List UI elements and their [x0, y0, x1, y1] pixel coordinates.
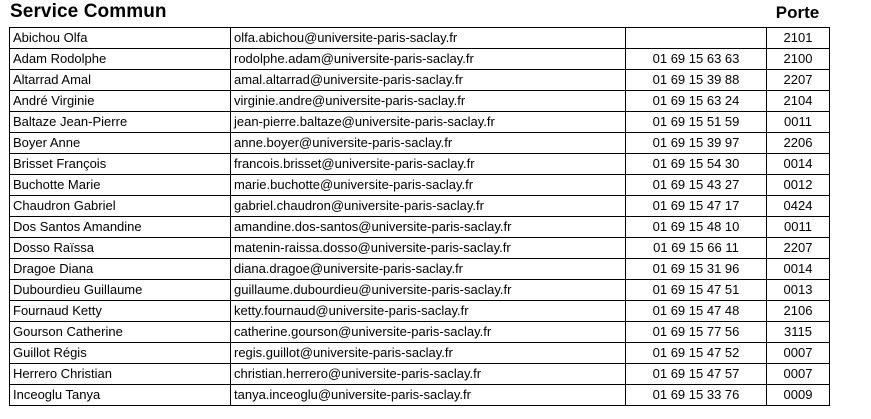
table-row — [10, 196, 830, 217]
phone-cell: 01 69 15 77 56 — [626, 322, 767, 343]
table-row — [10, 343, 830, 364]
porte-cell: 0013 — [767, 280, 830, 301]
email-cell[interactable]: marie.buchotte@universite-paris-saclay.fr — [231, 175, 626, 196]
person-name-cell: Dosso Raïssa — [10, 238, 231, 259]
email-cell[interactable]: matenin-raissa.dosso@universite-paris-saclay.fr — [231, 238, 626, 259]
porte-cell: 2100 — [767, 49, 830, 70]
porte-cell: 3115 — [767, 322, 830, 343]
person-name-cell: Fournaud Ketty — [10, 301, 231, 322]
phone-cell: 01 69 15 39 97 — [626, 133, 767, 154]
table-row — [10, 133, 830, 154]
phone-cell: 01 69 15 39 88 — [626, 70, 767, 91]
email-cell[interactable]: amandine.dos-santos@universite-paris-saclay.fr — [231, 217, 626, 238]
phone-cell: 01 69 15 47 51 — [626, 280, 767, 301]
phone-cell: 01 69 15 54 30 — [626, 154, 767, 175]
email-cell[interactable]: francois.brisset@universite-paris-saclay.fr — [231, 154, 626, 175]
porte-cell: 0009 — [767, 385, 830, 406]
phone-cell — [626, 28, 767, 49]
porte-cell: 0011 — [767, 217, 830, 238]
table-row — [10, 154, 830, 175]
phone-cell: 01 69 15 47 17 — [626, 196, 767, 217]
porte-cell: 2207 — [767, 238, 830, 259]
email-cell[interactable]: diana.dragoe@universite-paris-saclay.fr — [231, 259, 626, 280]
table-row — [10, 385, 830, 406]
person-name-cell: Gourson Catherine — [10, 322, 231, 343]
phone-cell: 01 69 15 47 52 — [626, 343, 767, 364]
phone-cell: 01 69 15 63 63 — [626, 49, 767, 70]
porte-cell: 2106 — [767, 301, 830, 322]
phone-cell: 01 69 15 47 57 — [626, 364, 767, 385]
phone-cell: 01 69 15 47 48 — [626, 301, 767, 322]
porte-cell: 0012 — [767, 175, 830, 196]
porte-cell: 0007 — [767, 364, 830, 385]
person-name-cell: Altarrad Amal — [10, 70, 231, 91]
porte-cell: 2206 — [767, 133, 830, 154]
porte-cell: 2207 — [767, 70, 830, 91]
phone-cell: 01 69 15 33 76 — [626, 385, 767, 406]
porte-cell: 0424 — [767, 196, 830, 217]
table-row — [10, 301, 830, 322]
table-row — [10, 28, 830, 49]
table-row — [10, 364, 830, 385]
section-title: Service Commun — [10, 1, 167, 22]
table-row — [10, 91, 830, 112]
person-name-cell: Dubourdieu Guillaume — [10, 280, 231, 301]
porte-cell: 0014 — [767, 154, 830, 175]
table-row — [10, 175, 830, 196]
email-cell[interactable]: guillaume.dubourdieu@universite-paris-saclay.fr — [231, 280, 626, 301]
email-cell[interactable]: ketty.fournaud@universite-paris-saclay.fr — [231, 301, 626, 322]
person-name-cell: Dos Santos Amandine — [10, 217, 231, 238]
table-row — [10, 70, 830, 91]
person-name-cell: Guillot Régis — [10, 343, 231, 364]
table-row — [10, 217, 830, 238]
person-name-cell: Herrero Christian — [10, 364, 231, 385]
table-row — [10, 322, 830, 343]
porte-cell: 2104 — [767, 91, 830, 112]
email-cell[interactable]: olfa.abichou@universite-paris-saclay.fr — [231, 28, 626, 49]
directory-table-body — [10, 28, 830, 406]
email-cell[interactable]: rodolphe.adam@universite-paris-saclay.fr — [231, 49, 626, 70]
porte-cell: 0011 — [767, 112, 830, 133]
phone-cell: 01 69 15 48 10 — [626, 217, 767, 238]
phone-cell: 01 69 15 43 27 — [626, 175, 767, 196]
person-name-cell: Adam Rodolphe — [10, 49, 231, 70]
person-name-cell: Baltaze Jean-Pierre — [10, 112, 231, 133]
email-cell[interactable]: regis.guillot@universite-paris-saclay.fr — [231, 343, 626, 364]
person-name-cell: Abichou Olfa — [10, 28, 231, 49]
email-cell[interactable]: amal.altarrad@universite-paris-saclay.fr — [231, 70, 626, 91]
porte-cell: 0014 — [767, 259, 830, 280]
email-cell[interactable]: tanya.inceoglu@universite-paris-saclay.fr — [231, 385, 626, 406]
person-name-cell: Chaudron Gabriel — [10, 196, 231, 217]
person-name-cell: Buchotte Marie — [10, 175, 231, 196]
directory-table — [9, 27, 830, 406]
porte-cell: 2101 — [767, 28, 830, 49]
table-row — [10, 49, 830, 70]
table-row — [10, 112, 830, 133]
table-row — [10, 259, 830, 280]
phone-cell: 01 69 15 63 24 — [626, 91, 767, 112]
person-name-cell: André Virginie — [10, 91, 231, 112]
email-cell[interactable]: jean-pierre.baltaze@universite-paris-saclay.fr — [231, 112, 626, 133]
email-cell[interactable]: catherine.gourson@universite-paris-saclay.fr — [231, 322, 626, 343]
table-row — [10, 238, 830, 259]
email-cell[interactable]: christian.herrero@universite-paris-saclay.fr — [231, 364, 626, 385]
table-row — [10, 280, 830, 301]
person-name-cell: Dragoe Diana — [10, 259, 231, 280]
email-cell[interactable]: virginie.andre@universite-paris-saclay.fr — [231, 91, 626, 112]
person-name-cell: Boyer Anne — [10, 133, 231, 154]
person-name-cell: Brisset François — [10, 154, 231, 175]
porte-column-header: Porte — [775, 3, 820, 22]
phone-cell: 01 69 15 51 59 — [626, 112, 767, 133]
porte-cell: 0007 — [767, 343, 830, 364]
person-name-cell: Inceoglu Tanya — [10, 385, 231, 406]
phone-cell: 01 69 15 31 96 — [626, 259, 767, 280]
phone-cell: 01 69 15 66 11 — [626, 238, 767, 259]
email-cell[interactable]: gabriel.chaudron@universite-paris-saclay.fr — [231, 196, 626, 217]
email-cell[interactable]: anne.boyer@universite-paris-saclay.fr — [231, 133, 626, 154]
